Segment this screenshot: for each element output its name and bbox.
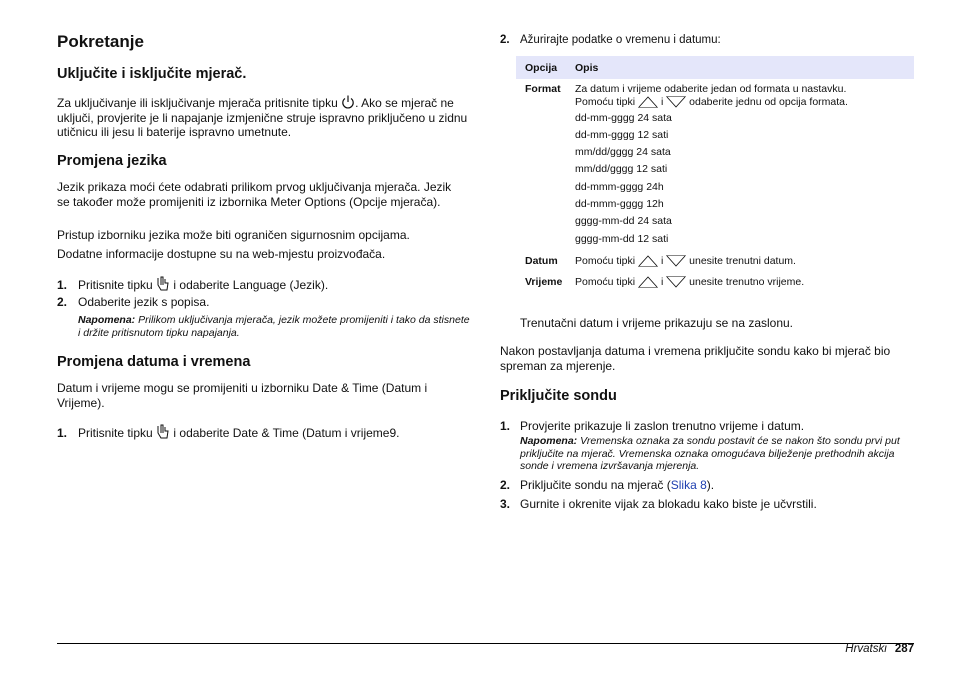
page-title: Pokretanje xyxy=(57,32,144,51)
language-step-2 xyxy=(57,295,209,310)
step-text: Provjerite prikazuje li zaslon trenutno vrijeme i datum. xyxy=(520,419,805,433)
step-number: 2. xyxy=(500,478,511,492)
note-text: Vremenska oznaka za sondu postavit će se nakon što sondu prvi put priključite na mjerač. Vremenska oznaka omogućava bilježenje prethodnih akcija sonde i vremena izvršavanja mjerenja. xyxy=(520,435,900,472)
step-text: Gurnite i okrenite vijak za blokadu kako biste je učvrstili. xyxy=(520,497,817,511)
step-text-a: Pritisnite tipku xyxy=(78,426,153,440)
desc-text-b: unesite trenutno vrijeme. xyxy=(689,275,805,288)
desc-text-i: i xyxy=(660,95,664,108)
datum-description xyxy=(569,248,914,267)
power-icon xyxy=(341,95,355,110)
option-vrijeme: Vrijeme xyxy=(525,275,563,288)
desc-text-a: Pomoću tipki xyxy=(575,275,636,288)
probe-step-2 xyxy=(500,478,714,493)
desc-text-b: odaberite jednu od opcija formata. xyxy=(689,95,848,108)
option-datum: Datum xyxy=(525,254,558,267)
datetime-paragraph: Datum i vrijeme mogu se promijeniti u izborniku Date & Time (Datum i Vrijeme). xyxy=(57,381,428,410)
language-note xyxy=(78,314,474,339)
format-option: dd-mm-gggg 12 sati xyxy=(575,128,669,141)
table-header-description: Opis xyxy=(569,56,914,79)
footer xyxy=(845,643,914,655)
table-row xyxy=(516,248,914,267)
format-option: dd-mmm-gggg 24h xyxy=(575,180,664,193)
format-option: dd-mmm-gggg 12h xyxy=(575,197,664,210)
section-heading-power: Uključite i isključite mjerač. xyxy=(57,66,247,82)
format-list xyxy=(575,110,908,248)
probe-step-1 xyxy=(500,419,804,434)
note-label: Napomena: xyxy=(78,314,136,326)
step-number: 3. xyxy=(500,497,511,511)
section-heading-language: Promjena jezika xyxy=(57,153,167,169)
step-text: Odaberite jezik s popisa. xyxy=(78,295,210,309)
step-text-a: Pritisnite tipku xyxy=(78,278,153,292)
format-option: gggg-mm-dd 12 sati xyxy=(575,232,669,245)
menu-key-icon xyxy=(156,424,170,440)
probe-step-3 xyxy=(500,497,817,512)
up-arrow-icon xyxy=(638,96,658,108)
step-number: 2. xyxy=(500,34,510,46)
desc-text-a: Pomoću tipki xyxy=(575,254,636,267)
step-text-b: ). xyxy=(706,478,715,492)
step-number: 1. xyxy=(500,419,511,433)
step-number: 2. xyxy=(57,295,68,309)
language-step-1 xyxy=(57,276,328,293)
language-paragraph-2: Pristup izborniku jezika može biti ograničen sigurnosnim opcijama. xyxy=(57,228,410,242)
desc-text-b: unesite trenutni datum. xyxy=(689,254,796,267)
up-arrow-icon xyxy=(638,276,658,288)
desc-text-a: Pomoću tipki xyxy=(575,95,636,108)
format-option: gggg-mm-dd 24 sata xyxy=(575,215,672,228)
format-description xyxy=(569,79,914,248)
table-row xyxy=(516,79,914,248)
probe-intro-paragraph: Nakon postavljanja datuma i vremena priključite sondu kako bi mjerač bio spreman za mjerenje. xyxy=(500,344,891,373)
language-paragraph-3: Dodatne informacije dostupne su na web-mjestu proizvođača. xyxy=(57,247,386,261)
down-arrow-icon xyxy=(666,255,686,267)
desc-text-i: i xyxy=(660,275,664,288)
probe-note xyxy=(520,435,914,473)
up-arrow-icon xyxy=(638,255,658,267)
datetime-step-1 xyxy=(57,424,399,441)
menu-key-icon xyxy=(156,276,170,292)
step-text-b: i odaberite Date & Time (Datum i vrijeme9. xyxy=(173,426,400,440)
section-heading-datetime: Promjena datuma i vremena xyxy=(57,354,251,370)
language-paragraph-1: Jezik prikaza moći ćete odabrati prilikom prvog uključivanja mjerača. Jezik se također može promijeniti iz izbornika Meter Options (Opcije mjerača). xyxy=(57,180,452,209)
step-number: 1. xyxy=(57,278,68,292)
down-arrow-icon xyxy=(666,96,686,108)
table-header-row xyxy=(516,56,914,79)
option-format: Format xyxy=(525,83,561,95)
format-option: dd-mm-gggg 24 sata xyxy=(575,111,672,124)
desc-text-i: i xyxy=(660,254,664,267)
note-text: Prilikom uključivanja mjerača, jezik možete promijeniti i tako da stisnete i držite pritisnutom tipku napajanja. xyxy=(78,314,470,339)
table-header-option: Opcija xyxy=(516,56,569,79)
step-text-b: i odaberite Language (Jezik). xyxy=(173,278,329,292)
footer-language: Hrvatski xyxy=(845,643,887,655)
power-text-b: . Ako se mjerač ne uključi, provjerite je li napajanje izmjenične struje ispravno priključeno u zidnu utičnicu ili jesu li baterije ispravno umetnute. xyxy=(57,96,468,140)
format-option: mm/dd/gggg 24 sata xyxy=(575,146,671,159)
figure-link[interactable]: Slika 8 xyxy=(670,478,707,492)
step-text: Ažurirajte podatke o vremenu i datumu: xyxy=(520,34,721,46)
down-arrow-icon xyxy=(666,276,686,288)
page-number: 287 xyxy=(894,643,914,655)
options-table xyxy=(516,56,914,288)
step-number: 1. xyxy=(57,426,68,440)
footer-divider xyxy=(57,643,914,644)
format-option: mm/dd/gggg 12 sati xyxy=(575,163,668,176)
section-heading-probe: Priključite sondu xyxy=(500,388,617,404)
after-table-text: Trenutačni datum i vrijeme prikazuju se na zaslonu. xyxy=(520,316,794,330)
vrijeme-description xyxy=(569,267,914,288)
step-text-a: Priključite sondu na mjerač ( xyxy=(520,478,671,492)
power-text-a: Za uključivanje ili isključivanje mjerača pritisnite tipku xyxy=(57,96,338,110)
format-desc-line-1: Za datum i vrijeme odaberite jedan od formata u nastavku. xyxy=(575,83,847,95)
format-desc-line-2 xyxy=(575,96,908,109)
power-paragraph xyxy=(57,95,475,140)
note-label: Napomena: xyxy=(520,435,578,447)
datetime-step-2 xyxy=(500,34,721,46)
table-row xyxy=(516,267,914,288)
